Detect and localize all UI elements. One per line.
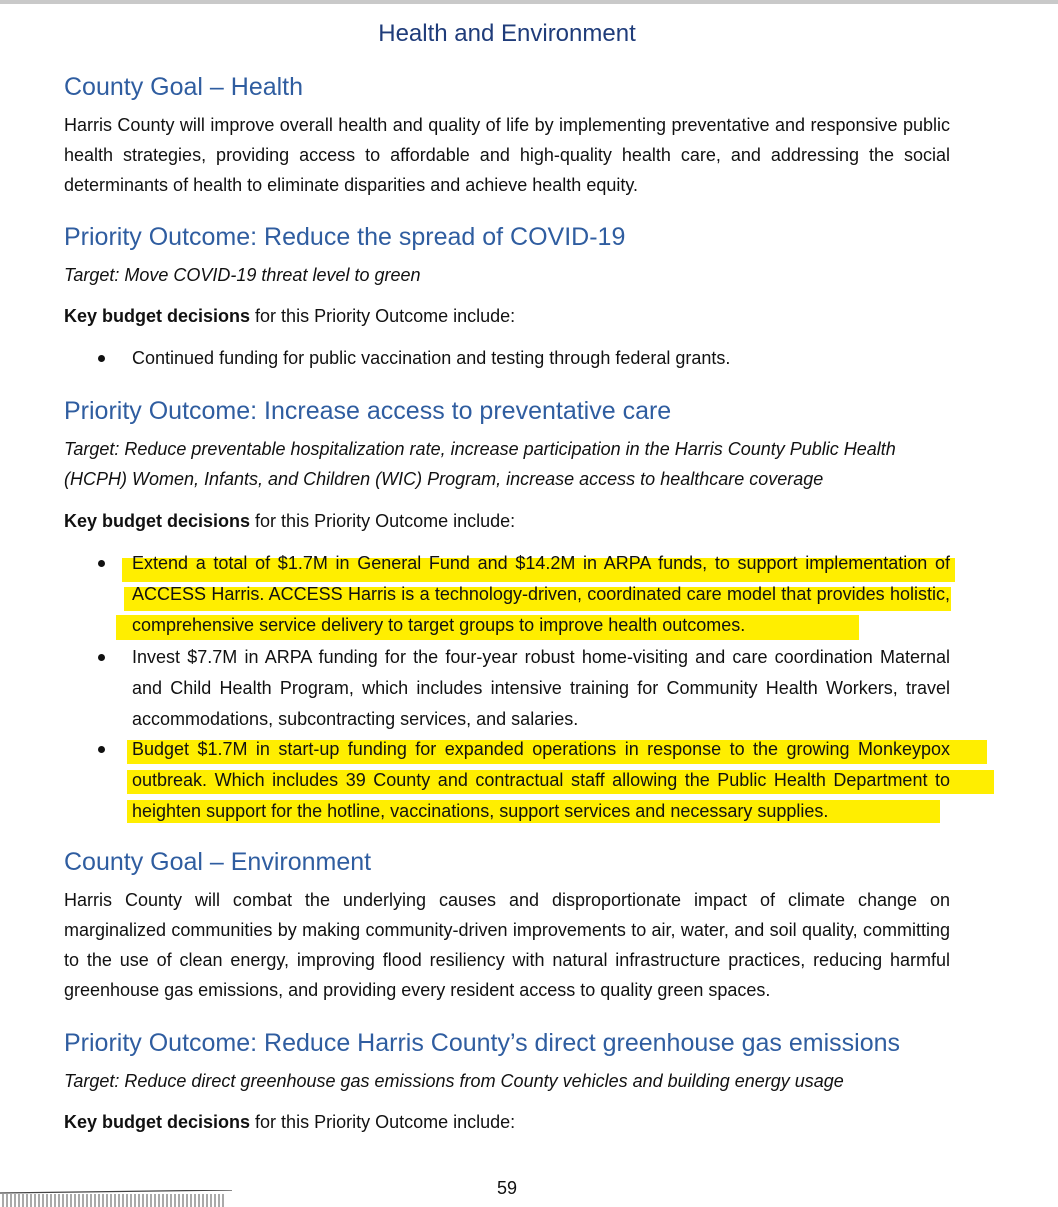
- preventative-outcome-heading: Priority Outcome: Increase access to preventative care: [64, 397, 672, 425]
- covid-outcome-heading: Priority Outcome: Reduce the spread of COVID-19: [64, 223, 626, 251]
- bullet-text: Extend a total of $1.7M in General Fund and $14.2M in ARPA funds, to support implementation of ACCESS Harris. ACCESS Harris is a technology-driven, coordinated care model that provides holistic, comprehensive service delivery to target groups to improve health outcomes.: [132, 553, 950, 635]
- bullet-icon: [98, 654, 105, 661]
- ruler-edge: [0, 1190, 232, 1207]
- preventative-target: Target: Reduce preventable hospitalization rate, increase participation in the Harris County Public Health (HCPH) Women, Infants, and Children (WIC) Program, increase access to healthcare coverage: [64, 439, 896, 489]
- covid-target: Target: Move COVID-19 threat level to green: [64, 265, 421, 285]
- bullet-icon: [98, 746, 105, 753]
- page-number: 59: [496, 1178, 518, 1198]
- health-goal-text: Harris County will improve overall health and quality of life by implementing preventative and responsive public health strategies, providing access to affordable and high-quality health care, and addressing the social determinants of health to eliminate disparities and achieve health equity.: [64, 115, 950, 195]
- bullet-icon: [98, 355, 105, 362]
- key-decisions-bold: Key budget decisions: [64, 306, 251, 326]
- emissions-outcome-heading: Priority Outcome: Reduce Harris County’s direct greenhouse gas emissions: [64, 1029, 901, 1057]
- key-decisions-rest: for this Priority Outcome include:: [250, 511, 516, 531]
- bullet-icon: [98, 560, 105, 567]
- emissions-target: Target: Reduce direct greenhouse gas emissions from County vehicles and building energy usage: [64, 1071, 844, 1091]
- environment-goal-text: Harris County will combat the underlying causes and disproportionate impact of climate change on marginalized communities by making community-driven improvements to air, water, and soil quality, committing to the use of clean energy, improving flood resiliency with natural infrastructure practices, reducing harmful greenhouse gas emissions, and providing every resident access to quality green spaces.: [64, 890, 950, 1000]
- preventative-key-decisions-label: [64, 506, 515, 536]
- bullet-text: Continued funding for public vaccination and testing through federal grants.: [132, 348, 731, 368]
- health-goal-heading: County Goal – Health: [64, 73, 304, 101]
- top-border: [0, 0, 1058, 4]
- key-decisions-rest: for this Priority Outcome include:: [250, 1112, 516, 1132]
- covid-key-decisions-label: [64, 301, 515, 331]
- bullet-text: Invest $7.7M in ARPA funding for the four-year robust home-visiting and care coordination Maternal and Child Health Program, which includes intensive training for Community Health Workers, travel accommodations, subcontracting services, and salaries.: [132, 647, 950, 729]
- key-decisions-bold: Key budget decisions: [64, 511, 251, 531]
- emissions-key-decisions-label: [64, 1107, 515, 1137]
- bullet-text: Budget $1.7M in start-up funding for expanded operations in response to the growing Monkeypox outbreak. Which includes 39 County and contractual staff allowing the Public Health Department to heighten support for the hotline, vaccinations, support services and necessary supplies.: [132, 739, 950, 821]
- key-decisions-bold: Key budget decisions: [64, 1112, 251, 1132]
- page-title: Health and Environment: [378, 20, 636, 47]
- environment-goal-heading: County Goal – Environment: [64, 848, 372, 876]
- key-decisions-rest: for this Priority Outcome include:: [250, 306, 516, 326]
- ruler-ticks-icon: [0, 1190, 232, 1207]
